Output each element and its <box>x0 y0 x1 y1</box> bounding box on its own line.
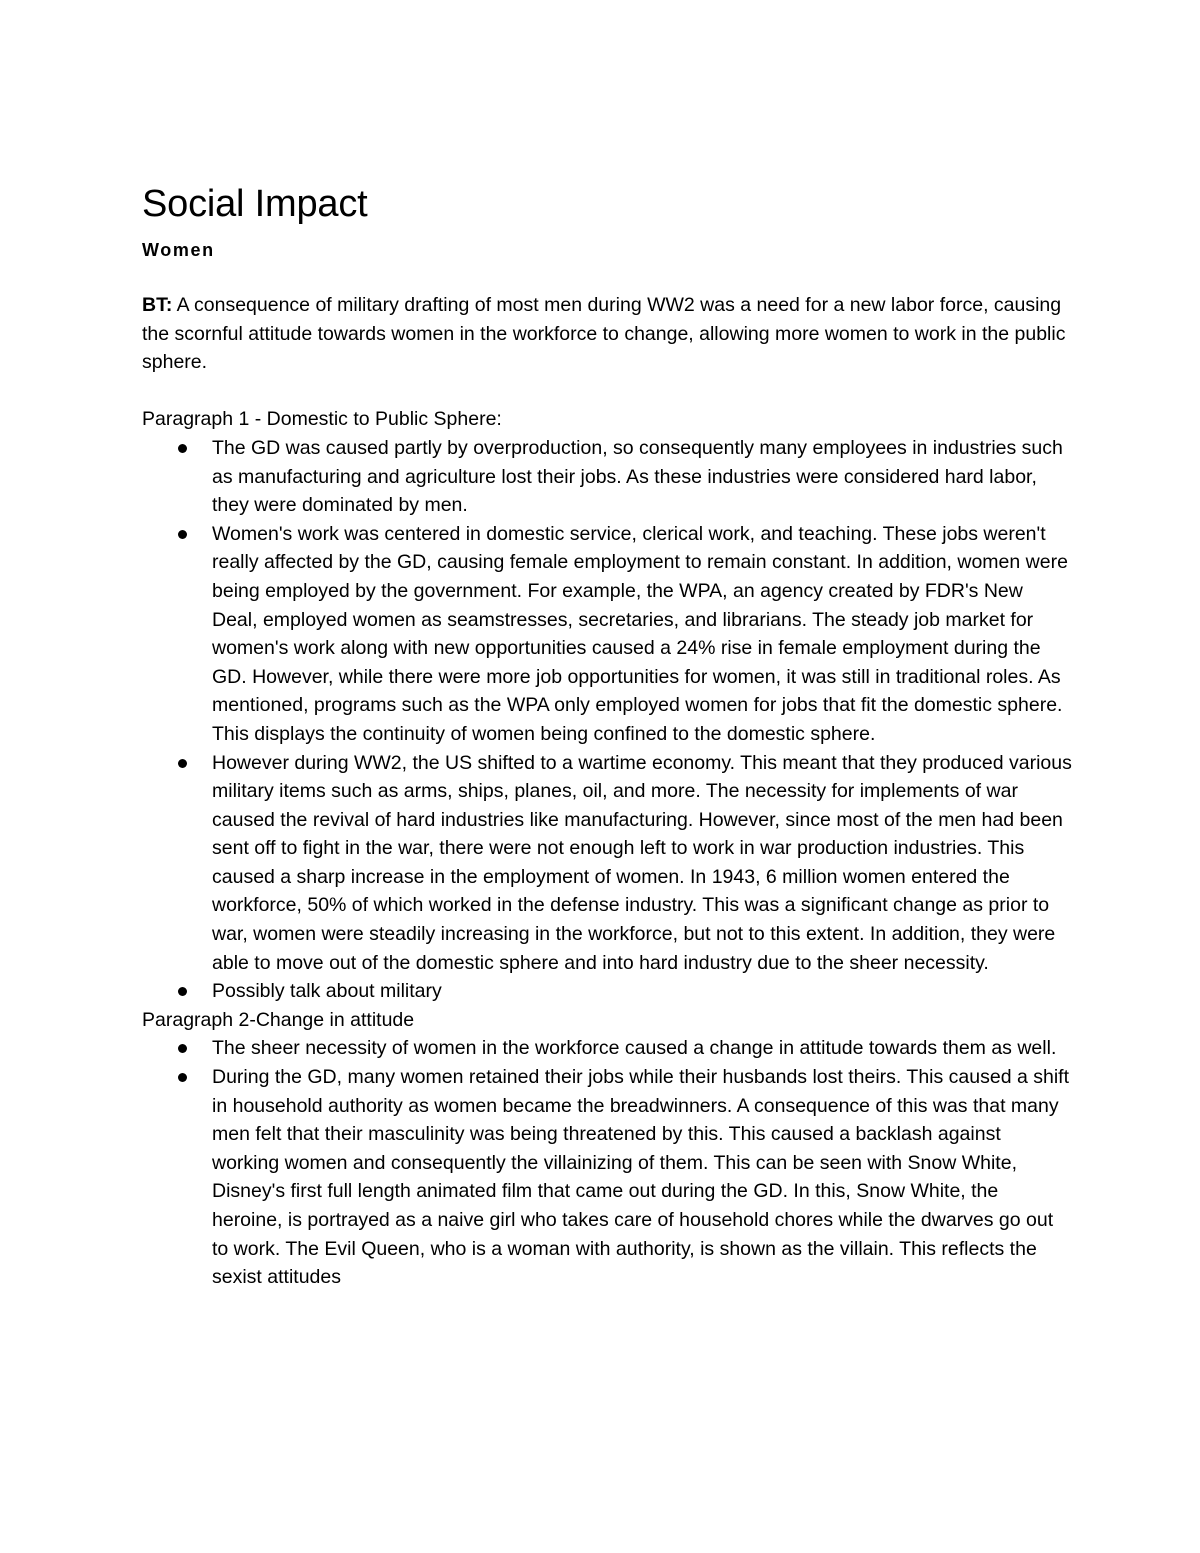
list-item <box>212 1034 1072 1063</box>
list-item <box>212 977 1072 1006</box>
list-item-text: The sheer necessity of women in the workforce caused a change in attitude towards them as well. <box>212 1037 1057 1060</box>
bullet-dot-icon <box>178 444 187 453</box>
thesis-statement <box>142 291 1072 377</box>
list-item-text: Women's work was centered in domestic service, clerical work, and teaching. These jobs weren't really affected by the GD, causing female employment to remain constant. In addition, women were being employed by the government. For example, the WPA, an agency created by FDR's New Deal, employed women as seamstresses, secretaries, and librarians. The steady job market for women's work along with new opportunities caused a 24% rise in female employment during the GD. However, while there were more job opportunities for women, it was still in traditional roles. As mentioned, programs such as the WPA only employed women for jobs that fit the domestic sphere. This displays the continuity of women being confined to the domestic sphere. <box>212 522 1068 745</box>
paragraph-1-heading: Paragraph 1 - Domestic to Public Sphere: <box>142 408 502 431</box>
list-item <box>212 434 1072 520</box>
list-item <box>212 520 1072 749</box>
paragraph-2-heading: Paragraph 2-Change in attitude <box>142 1008 415 1031</box>
bullet-dot-icon <box>178 987 187 996</box>
list-item-text: The GD was caused partly by overproduction, so consequently many employees in industries such as manufacturing and agriculture lost their jobs. As these industries were considered hard labor, they were dominated by men. <box>212 436 1063 517</box>
bullet-dot-icon <box>178 530 187 539</box>
list-item <box>212 749 1072 978</box>
list-item-text: However during WW2, the US shifted to a wartime economy. This meant that they produced various military items such as arms, ships, planes, oil, and more. The necessity for implements of war caused the revival of hard industries like manufacturing. However, since most of the men had been sent off to fight in the war, there were not enough left to work in war production industries. This caused a sharp increase in the employment of women. In 1943, 6 million women entered the workforce, 50% of which worked in the defense industry. This was a significant change as prior to war, women were steadily increasing in the workforce, but not to this extent. In addition, they were able to move out of the domestic sphere and into hard industry due to the sheer necessity. <box>212 751 1072 974</box>
list-item-text: During the GD, many women retained their jobs while their husbands lost theirs. This caused a shift in household authority as women became the breadwinners. A consequence of this was that many men felt that their masculinity was being threatened by this. This caused a backlash against working women and consequently the villainizing of them. This can be seen with Snow White, Disney's first full length animated film that came out during the GD. In this, Snow White, the heroine, is portrayed as a naive girl who takes care of household chores while the dwarves go out to work. The Evil Queen, who is a woman with authority, is shown as the villain. This reflects the sexist attitudes <box>212 1066 1069 1289</box>
bullet-dot-icon <box>178 759 187 768</box>
thesis-text: A consequence of military drafting of most men during WW2 was a need for a new labor force, causing the scornful attitude towards women in the workforce to change, allowing more women to work in the public sphere. <box>142 294 1066 374</box>
list-item <box>212 1063 1072 1292</box>
paragraph-1-bullet-list <box>142 434 1072 1006</box>
bullet-dot-icon <box>178 1044 187 1053</box>
section-heading-women: Women <box>142 240 215 260</box>
paragraph-2-bullet-list <box>142 1034 1072 1291</box>
document-page <box>142 182 1072 1292</box>
list-item-text: Possibly talk about military <box>212 980 442 1003</box>
thesis-label: BT: <box>142 294 173 316</box>
document-title: Social Impact <box>142 183 368 225</box>
bullet-dot-icon <box>178 1073 187 1082</box>
